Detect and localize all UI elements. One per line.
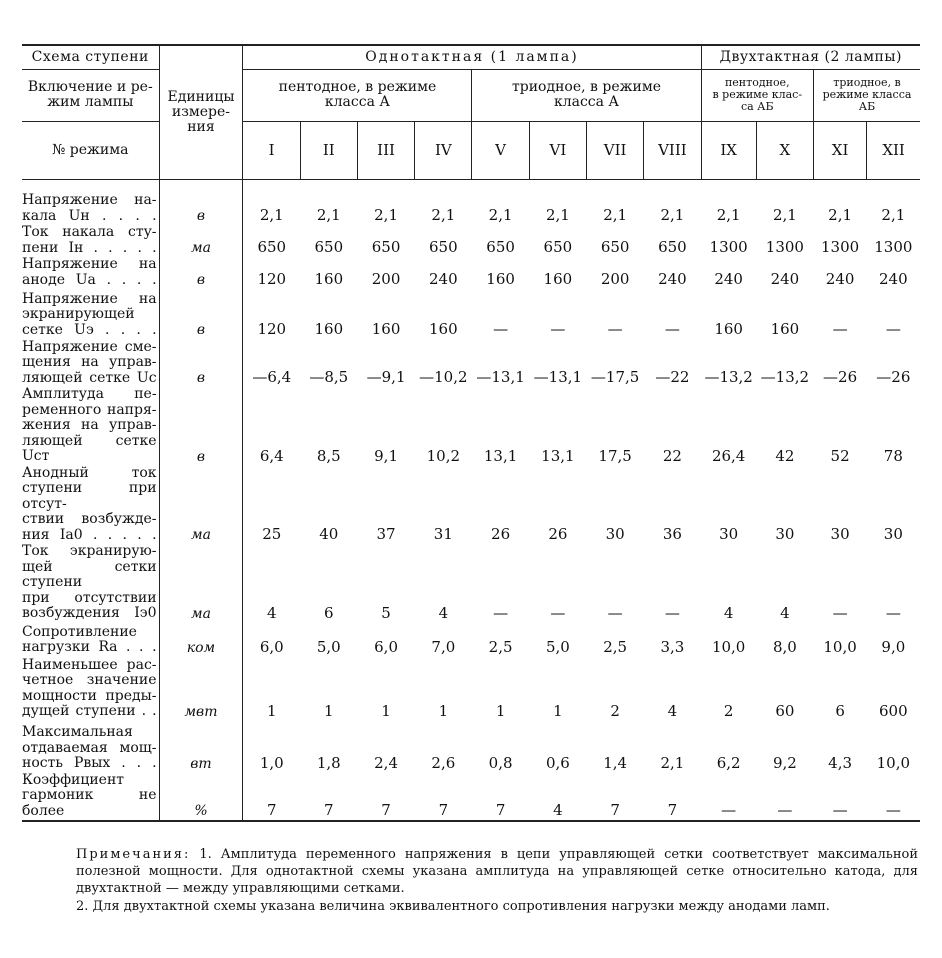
value-cell: 4 — [780, 603, 790, 622]
value-cell: — — [885, 320, 901, 338]
value-cell: — — [493, 603, 509, 622]
value-cell: 26 — [491, 525, 511, 543]
unit-cell: % — [159, 773, 243, 822]
mode-8-header: VIII — [644, 121, 701, 179]
tube-modes-table — [22, 44, 920, 822]
value-cell: 2 — [723, 701, 734, 720]
value-cell: 7 — [644, 773, 701, 822]
note-1: 1. Амплитуда переменного напряжения в цепи управляющей сетки соответствует максимальной полезной мощности. Для однотактной схемы указана амплитуда на управляющей сетке относительно катода, для двухтактной — между управляющими сетками. — [76, 847, 918, 896]
value-cell: 36 — [662, 525, 682, 543]
value-cell: —13,1 — [533, 368, 583, 386]
value-cell: 4 — [667, 701, 678, 720]
pentode-class-a-header: пентодное, в режиме класса А — [243, 69, 472, 121]
value-cell: — — [832, 603, 848, 622]
value-cell: 600 — [879, 701, 908, 720]
value-cell: 6 — [835, 701, 845, 720]
value-cell: 7 — [415, 773, 472, 822]
table-row — [22, 657, 920, 721]
value-cell: —8,5 — [309, 368, 349, 386]
value-cell: 160 — [314, 270, 344, 288]
table-row — [22, 466, 920, 545]
table-row — [22, 623, 920, 657]
value-cell: 2,4 — [374, 753, 398, 772]
scheme-label: Схема ступени — [22, 45, 159, 69]
value-cell: 2,1 — [488, 206, 513, 224]
unit-cell: ма — [159, 466, 243, 545]
value-cell: — — [885, 603, 901, 622]
value-cell: — — [867, 773, 920, 822]
value-cell: 2,1 — [660, 753, 685, 772]
value-cell: — — [832, 320, 848, 338]
value-cell: —26 — [823, 368, 858, 386]
value-cell: 240 — [658, 270, 687, 288]
value-cell: 30 — [719, 525, 739, 543]
value-cell: —22 — [655, 368, 690, 386]
value-cell: 60 — [775, 701, 795, 720]
value-cell: 240 — [714, 270, 743, 288]
parameter-label: Сопротивление нагрузки Rа . . . — [22, 623, 157, 655]
value-cell: 7 — [472, 773, 529, 822]
parameter-label: Максимальная отдаваемая мощ- ность Pвых . . . — [22, 724, 157, 771]
value-cell: 2,5 — [488, 637, 513, 656]
value-cell: 9,1 — [374, 446, 398, 465]
value-cell: 4 — [723, 603, 734, 622]
parameter-label: Анодный ток ступени при отсут- ствии возбужде- ния Iа0 . . . . . — [22, 464, 157, 543]
value-cell: 160 — [314, 320, 344, 338]
value-cell: —13,2 — [704, 368, 753, 386]
unit-cell: ком — [159, 623, 243, 657]
value-cell: 650 — [658, 238, 687, 256]
value-cell: 1 — [553, 701, 563, 720]
mode-4-header: IV — [415, 121, 472, 179]
value-cell: 13,1 — [541, 446, 575, 465]
parameter-label: Напряжение на экранирующей сетке Uэ . . . . — [22, 290, 157, 338]
value-cell: 160 — [770, 320, 800, 338]
value-cell: 160 — [543, 270, 573, 288]
value-cell: 6,4 — [259, 446, 284, 465]
value-cell: 30 — [883, 525, 903, 543]
value-cell: 200 — [600, 270, 630, 288]
value-cell: 4 — [529, 773, 586, 822]
push-pull-header: Двухтактная (2 лампы) — [701, 45, 920, 69]
mode-2-header: II — [300, 121, 357, 179]
table-row — [22, 289, 920, 339]
value-cell: 13,1 — [483, 446, 518, 465]
pentode-class-ab-header: пентодное, в режиме клас- са АБ — [701, 69, 813, 121]
value-cell: — — [701, 773, 756, 822]
value-cell: — — [607, 320, 623, 338]
value-cell: 2,1 — [772, 206, 797, 224]
value-cell: 10,0 — [876, 753, 911, 772]
value-cell: 9,0 — [881, 637, 906, 656]
unit-cell: вт — [159, 721, 243, 773]
parameter-label: Ток накала сту- пени Iн . . . . . — [22, 224, 157, 256]
unit-cell: в — [159, 257, 243, 289]
value-cell: 6,2 — [716, 753, 741, 772]
table-row — [22, 339, 920, 387]
value-cell: 1300 — [821, 238, 860, 256]
value-cell: 4 — [438, 603, 449, 622]
value-cell: 78 — [883, 446, 903, 465]
value-cell: — — [493, 320, 509, 338]
single-ended-header: Однотактная (1 лампа) — [243, 45, 701, 69]
value-cell: 1300 — [709, 238, 748, 256]
mode-3-header: III — [357, 121, 414, 179]
mode-7-header: VII — [587, 121, 644, 179]
value-cell: 5,0 — [316, 637, 341, 656]
value-cell: 6,0 — [374, 637, 398, 656]
table-row — [22, 179, 920, 225]
mode-number-label: № режима — [22, 121, 159, 179]
triode-class-a-header: триодное, в режиме класса А — [472, 69, 701, 121]
value-cell: 5 — [381, 603, 391, 622]
value-cell: 4,3 — [828, 753, 853, 772]
unit-cell: в — [159, 289, 243, 339]
value-cell: 7,0 — [431, 637, 456, 656]
value-cell: —10,2 — [419, 368, 468, 386]
mode-5-header: V — [472, 121, 529, 179]
mode-12-header: XII — [867, 121, 920, 179]
value-cell: —9,1 — [366, 368, 406, 386]
value-cell: 40 — [319, 525, 339, 543]
value-cell: 2,1 — [881, 206, 906, 224]
value-cell: 1 — [438, 701, 449, 720]
value-cell: 2,1 — [431, 206, 456, 224]
table-row — [22, 721, 920, 773]
triode-class-ab-header: триодное, в режиме класса АБ — [814, 69, 920, 121]
value-cell: 37 — [376, 525, 396, 543]
value-cell: 1,8 — [316, 753, 341, 772]
unit-cell: в — [159, 179, 243, 225]
value-cell: 650 — [371, 238, 401, 256]
mode-1-header: I — [243, 121, 300, 179]
value-cell: 650 — [314, 238, 344, 256]
parameter-label: Наименьшее рас- четное значение мощности преды- дущей ступени . . — [22, 656, 157, 719]
value-cell: 2,1 — [316, 206, 341, 224]
value-cell: 7 — [357, 773, 414, 822]
parameter-label: Напряжение на- кала Uн . . . . — [22, 192, 157, 224]
value-cell: 8,0 — [772, 637, 797, 656]
value-cell: 0,8 — [488, 753, 513, 772]
value-cell: 1300 — [874, 238, 913, 256]
value-cell: 7 — [587, 773, 644, 822]
value-cell: — — [814, 773, 867, 822]
value-cell: —13,2 — [760, 368, 810, 386]
value-cell: 650 — [486, 238, 515, 256]
value-cell: 8,5 — [316, 446, 341, 465]
value-cell: 7 — [243, 773, 300, 822]
value-cell: 10,0 — [711, 637, 746, 656]
parameter-label: Напряжение на аноде Uа . . . . — [22, 256, 157, 288]
parameter-label: Коэффициент гармоник не более — [22, 773, 159, 822]
table-row — [22, 773, 920, 822]
value-cell: 200 — [371, 270, 401, 288]
value-cell: 160 — [371, 320, 401, 338]
value-cell: 1,0 — [259, 753, 284, 772]
value-cell: 650 — [543, 238, 573, 256]
value-cell: 240 — [825, 270, 855, 288]
unit-cell: в — [159, 387, 243, 466]
value-cell: 2 — [610, 701, 620, 720]
mode-6-header: VI — [529, 121, 586, 179]
unit-cell: в — [159, 339, 243, 387]
value-cell: 0,6 — [545, 753, 570, 772]
value-cell: 160 — [486, 270, 515, 288]
mode-11-header: XI — [814, 121, 867, 179]
value-cell: 6,0 — [259, 637, 284, 656]
value-cell: 52 — [830, 446, 850, 465]
value-cell: — — [756, 773, 813, 822]
note-2: 2. Для двухтактной схемы указана величина эквивалентного сопротивления нагрузки между анодами ламп. — [76, 899, 830, 914]
tube-mode-label: Включение и ре- жим лампы — [22, 69, 159, 121]
table-row — [22, 387, 920, 466]
value-cell: 5,0 — [545, 637, 570, 656]
value-cell: 1 — [324, 701, 334, 720]
value-cell: 1,4 — [603, 753, 628, 772]
value-cell: 2,6 — [431, 753, 456, 772]
value-cell: 30 — [775, 525, 795, 543]
value-cell: 160 — [714, 320, 743, 338]
value-cell: 240 — [770, 270, 800, 288]
value-cell: 22 — [662, 446, 682, 465]
value-cell: 26 — [548, 525, 568, 543]
value-cell: 2,1 — [259, 206, 284, 224]
value-cell: —13,1 — [476, 368, 525, 386]
units-header: Единицы измере- ния — [159, 45, 243, 179]
value-cell: — — [607, 603, 623, 622]
parameter-label: Ток экранирую- щей сетки ступени при отсутствии возбуждения Iэ0 — [22, 543, 157, 621]
value-cell: — — [664, 320, 680, 338]
unit-cell: мвт — [159, 657, 243, 721]
unit-cell: ма — [159, 544, 243, 623]
value-cell: —26 — [876, 368, 911, 386]
mode-9-header: IX — [701, 121, 756, 179]
notes-title: Примечания: — [76, 847, 191, 862]
value-cell: 3,3 — [660, 637, 685, 656]
value-cell: — — [664, 603, 680, 622]
value-cell: 2,1 — [545, 206, 570, 224]
value-cell: 650 — [600, 238, 630, 256]
value-cell: 2,1 — [828, 206, 853, 224]
value-cell: 2,1 — [716, 206, 741, 224]
value-cell: 26,4 — [711, 446, 746, 465]
table-row — [22, 225, 920, 257]
value-cell: 7 — [300, 773, 357, 822]
value-cell: 30 — [605, 525, 625, 543]
value-cell: 1 — [381, 701, 391, 720]
mode-10-header: X — [756, 121, 813, 179]
value-cell: 31 — [433, 525, 453, 543]
value-cell: 1300 — [765, 238, 804, 256]
value-cell: 6 — [324, 603, 334, 622]
value-cell: 120 — [257, 270, 287, 288]
value-cell: 4 — [267, 603, 277, 622]
value-cell: 160 — [429, 320, 458, 338]
table-row — [22, 257, 920, 289]
unit-cell: ма — [159, 225, 243, 257]
value-cell: 2,1 — [660, 206, 685, 224]
table-row — [22, 544, 920, 623]
value-cell: 2,5 — [603, 637, 628, 656]
value-cell: —6,4 — [252, 368, 292, 386]
value-cell: 240 — [879, 270, 908, 288]
value-cell: 30 — [830, 525, 850, 543]
value-cell: 2,1 — [374, 206, 398, 224]
value-cell: 17,5 — [598, 446, 632, 465]
value-cell: — — [550, 603, 566, 622]
value-cell: 650 — [429, 238, 458, 256]
value-cell: 120 — [257, 320, 287, 338]
value-cell: 25 — [262, 525, 282, 543]
value-cell: — — [550, 320, 566, 338]
parameter-label: Амплитуда пе- ременного напря- жения на управ- ляющей сетке Uст — [22, 386, 157, 464]
parameter-label: Напряжение сме- щения на управ- ляющей сетке Uс — [22, 338, 157, 386]
value-cell: 1 — [495, 701, 506, 720]
value-cell: —17,5 — [590, 368, 640, 386]
value-cell: 240 — [429, 270, 458, 288]
value-cell: 10,2 — [426, 446, 461, 465]
value-cell: 650 — [257, 238, 287, 256]
value-cell: 2,1 — [603, 206, 628, 224]
value-cell: 10,0 — [823, 637, 857, 656]
notes — [76, 846, 918, 915]
value-cell: 1 — [267, 701, 277, 720]
value-cell: 9,2 — [772, 753, 797, 772]
value-cell: 42 — [775, 446, 795, 465]
